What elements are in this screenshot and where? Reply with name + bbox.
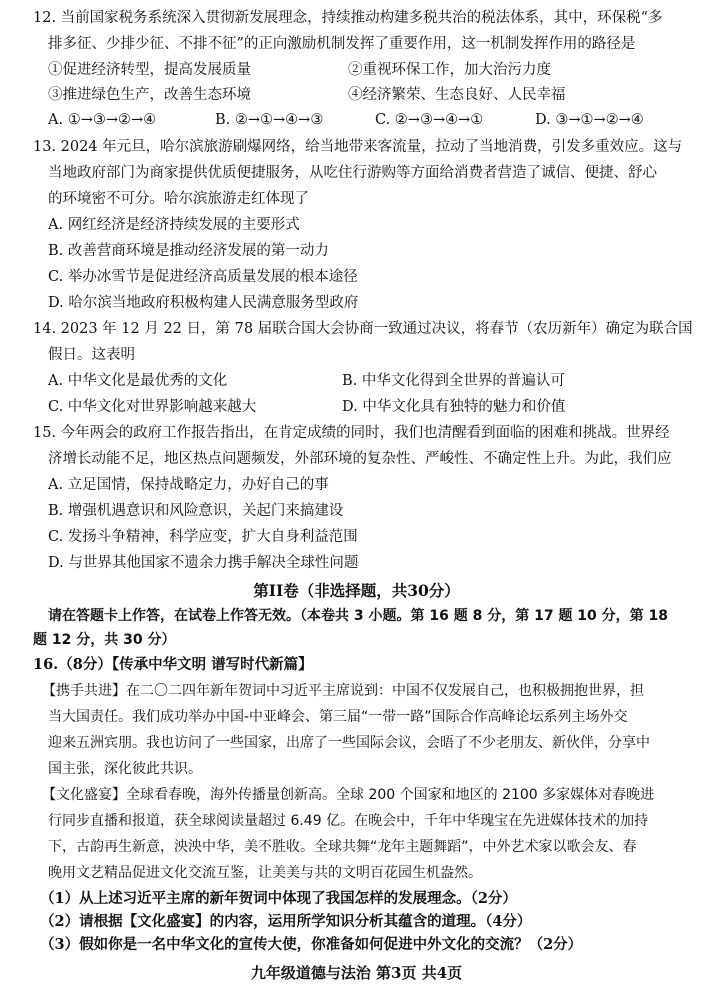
q15-stem-line2: 济增长动能不足，地区热点问题频发，外部环境的复杂性、严峻性、不确定性上升。为此，我们应 — [48, 451, 672, 467]
q13-option-c: C. 举办冰雪节是促进经济高质量发展的根本途径 — [48, 269, 358, 285]
q16-heading: 16.（8分）【传承中华文明 谱写时代新篇】 — [33, 656, 313, 673]
q12-statement-1: ①促进经济转型，提高发展质量 — [48, 62, 251, 78]
q14-option-d: D. 中华文化具有独特的魅力和价值 — [342, 399, 566, 415]
q16-material1-line4: 国主张，深化彼此共识。 — [48, 761, 202, 777]
q16-prompt-2: （2）请根据【文化盛宴】的内容，运用所学知识分析其蕴含的道理。（4分） — [40, 913, 532, 930]
part2-note-line2: 题 12 分，共 30 分） — [33, 632, 176, 648]
part2-note-line1: 请在答题卡上作答，在试卷上作答无效。（本卷共 3 小题。第 16 题 8 分，第 17 题 10 分，第 18 — [48, 608, 669, 624]
q14-option-a: A. 中华文化是最优秀的文化 — [48, 373, 228, 389]
q12-option-b: B. ②→①→④→③ — [215, 112, 324, 128]
q16-material1-line1: 【携手共进】在二〇二四年新年贺词中习近平主席说到：中国不仅发展自己，也积极拥抱世界，担 — [42, 683, 644, 699]
q15-option-d: D. 与世界其他国家不遗余力携手解决全球性问题 — [48, 555, 359, 571]
q14-stem-line1: 14. 2023 年 12 月 22 日，第 78 届联合国大会协商一致通过决议，将春节（农历新年）确定为联合国 — [33, 321, 693, 337]
q12-stem-line2: 排多征、少排少征、不排不征”的正向激励机制发挥了重要作用，这一机制发挥作用的路径是 — [48, 36, 636, 52]
q13-stem-line3: 的环境密不可分。哈尔滨旅游走红体现了 — [48, 191, 309, 207]
page-footer: 九年级道德与法治 第3页 共4页 — [250, 964, 463, 982]
q15-stem-line1: 15. 今年两会的政府工作报告指出，在肯定成绩的同时，我们也清醒看到面临的困难和挑战。世界经 — [33, 425, 670, 441]
q14-stem-line2: 假日。这表明 — [48, 347, 135, 363]
q12-statement-4: ④经济繁荣、生态良好、人民幸福 — [348, 87, 566, 103]
part2-title: 第II卷（非选择题，共30分） — [253, 581, 460, 600]
q12-statement-2: ②重视环保工作，加大治污力度 — [348, 62, 551, 78]
q16-material1-line2: 当大国责任。我们成功举办中国-中亚峰会、第三届“一带一路”国际合作高峰论坛系列主场外交 — [48, 709, 628, 725]
q12-option-c: C. ②→③→④→① — [375, 112, 484, 128]
q13-option-b: B. 改善营商环境是推动经济发展的第一动力 — [48, 243, 329, 259]
q16-material1-line3: 迎来五洲宾朋。我也访问了一些国家，出席了一些国际会议，会晤了不少老朋友、新伙伴，分享中 — [48, 735, 650, 751]
q12-option-d: D. ③→①→②→④ — [535, 112, 644, 128]
q16-material2-line3: 下，古韵再生新意，泱泱中华，美不胜收。全球共舞“龙年主题舞蹈”，中外艺术家以歌会友、春 — [48, 839, 637, 855]
q12-option-a: A. ①→③→②→④ — [48, 112, 157, 128]
q15-option-a: A. 立足国情，保持战略定力，办好自己的事 — [48, 477, 329, 493]
q12-stem-line1: 12. 当前国家税务系统深入贯彻新发展理念，持续推动构建多税共治的税法体系，其中，环保税“多 — [33, 10, 663, 26]
q13-option-d: D. 哈尔滨当地政府积极构建人民满意服务型政府 — [48, 295, 359, 311]
q16-material2-line1: 【文化盛宴】全球看春晚，海外传播量创新高。全球 200 个国家和地区的 2100 多家媒体对春晚进 — [42, 787, 655, 803]
q14-option-c: C. 中华文化对世界影响越来越大 — [48, 399, 257, 415]
q16-material2-line4: 晚用文艺精品促进文化交流互鉴，让美美与共的文明百花园生机盎然。 — [48, 865, 482, 881]
q14-option-b: B. 中华文化得到全世界的普遍认可 — [342, 373, 565, 389]
q16-material2-line2: 行同步直播和报道，获全球阅读量超过 6.49 亿。在晚会中，千年中华瑰宝在先进媒体技术的加持 — [48, 813, 649, 829]
q13-option-a: A. 网红经济是经济持续发展的主要形式 — [48, 217, 300, 233]
q16-prompt-3: （3）假如你是一名中华文化的宣传大使，你准备如何促进中外文化的交流？（2分） — [40, 936, 583, 953]
q15-option-b: B. 增强机遇意识和风险意识，关起门来搞建设 — [48, 503, 344, 519]
q12-statement-3: ③推进绿色生产，改善生态环境 — [48, 87, 251, 103]
q13-stem-line2: 当地政府部门为商家提供优质便捷服务，从吃住行游购等方面给消费者营造了诚信、便捷、舒心 — [48, 165, 657, 181]
q16-prompt-1: （1）从上述习近平主席的新年贺词中体现了我国怎样的发展理念。（2分） — [40, 890, 517, 907]
q15-option-c: C. 发扬斗争精神，科学应变，扩大自身利益范围 — [48, 529, 358, 545]
q13-stem-line1: 13. 2024 年元旦，哈尔滨旅游刷爆网络，给当地带来客流量，拉动了当地消费，引发多重效应。这与 — [33, 139, 683, 155]
